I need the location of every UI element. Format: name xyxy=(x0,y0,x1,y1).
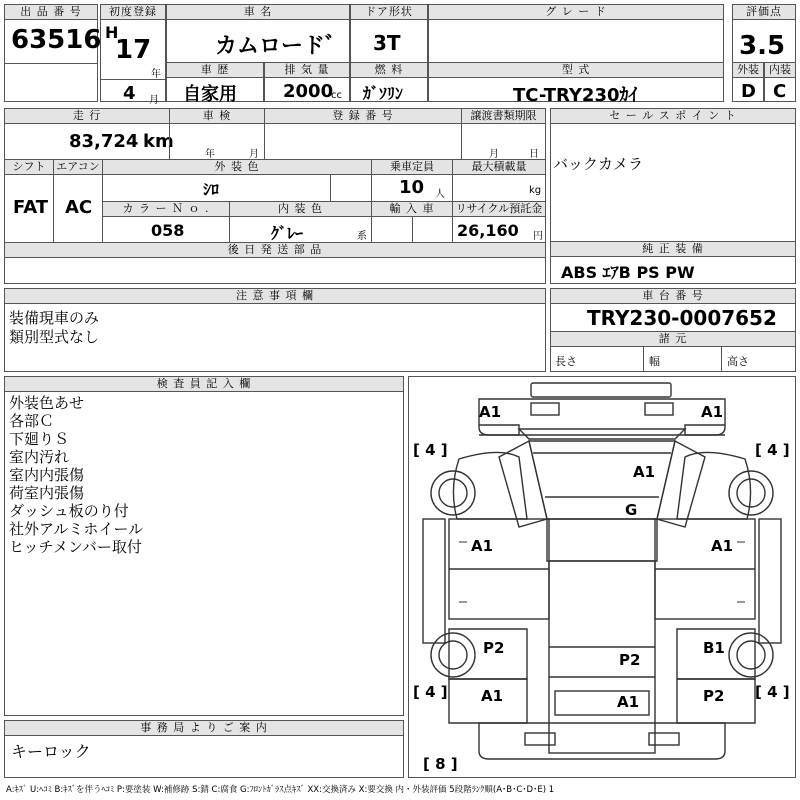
inspection-label: 車 検 xyxy=(170,109,264,124)
damage-mark: A1 xyxy=(617,693,640,711)
tire-depth-rear-left: [ 4 ] xyxy=(413,683,448,701)
damage-mark: B1 xyxy=(703,639,725,657)
damage-mark: G xyxy=(625,501,638,519)
later-parts-label: 後 日 発 送 部 品 xyxy=(5,243,545,258)
damage-mark: A1 xyxy=(633,463,656,481)
year-unit: 年 xyxy=(151,69,161,80)
exterior-color: ｼﾛ xyxy=(203,180,220,199)
interior-grade: C xyxy=(773,81,787,102)
inspector-line: 荷室内張傷 xyxy=(9,484,85,502)
interior-color: ｸﾞﾚｰ xyxy=(271,224,304,243)
inspector-box xyxy=(4,376,404,716)
office-box xyxy=(4,720,404,778)
inspector-line: 下廻りＳ xyxy=(9,430,70,448)
history-box xyxy=(166,62,264,105)
caution-line: 類別型式なし xyxy=(9,328,100,346)
spec-label: 諸 元 xyxy=(551,332,795,347)
inspection-year-unit: 年 xyxy=(205,149,215,160)
grade-label: グ レ ー ド xyxy=(429,5,723,20)
registration-year: 17 xyxy=(115,35,152,65)
sales-point-text: バックカメラ xyxy=(553,155,644,173)
inspector-line: ダッシュ板のり付 xyxy=(9,502,129,520)
damage-mark: A1 xyxy=(481,687,504,705)
damage-mark: P2 xyxy=(619,651,641,669)
capacity-unit: 人 xyxy=(435,189,445,200)
exterior-label: 外装 xyxy=(733,63,763,78)
era: H xyxy=(105,23,119,42)
sales-point-box xyxy=(550,108,796,284)
history: 自家用 xyxy=(183,84,237,105)
car-name-box xyxy=(166,4,350,64)
door-box xyxy=(350,4,428,64)
fuel-box xyxy=(350,62,428,102)
model-code: TC-TRY230ｶｲ xyxy=(513,85,638,106)
exterior-color-label: 外 装 色 xyxy=(103,160,371,175)
damage-mark: A1 xyxy=(711,537,734,555)
displacement-box xyxy=(264,62,350,102)
aircon: AC xyxy=(65,197,93,218)
grade-box xyxy=(428,4,724,64)
fuel-label: 燃 料 xyxy=(351,63,427,78)
score: 3.5 xyxy=(739,31,786,61)
car-diagram xyxy=(409,377,795,777)
inspector-line: ヒッチメンバー取付 xyxy=(9,538,142,556)
shift-label: シフト xyxy=(5,160,53,175)
max-load-label: 最大積載量 xyxy=(453,160,545,175)
lot-number-label: 出 品 番 号 xyxy=(5,5,97,20)
caution-box xyxy=(4,288,546,372)
transfer-deadline-label: 譲渡書類期限 xyxy=(462,109,545,124)
max-load-unit: kg xyxy=(529,185,542,196)
tire-depth-front-left: [ 4 ] xyxy=(413,441,448,459)
car-diagram-box xyxy=(408,376,796,778)
first-registration-label: 初度登録 xyxy=(101,5,165,20)
inspection-month-unit: 月 xyxy=(249,149,259,160)
inspector-line: 各部Ｃ xyxy=(9,412,55,430)
inspector-label: 検 査 員 記 入 欄 xyxy=(5,377,403,392)
interior-label: 内装 xyxy=(765,63,795,78)
fuel: ｶﾞｿﾘﾝ xyxy=(363,84,404,103)
color-number: 058 xyxy=(151,221,185,240)
interior-color-label: 内 装 色 xyxy=(230,202,371,217)
capacity: 10 xyxy=(399,177,425,198)
info-grid xyxy=(4,108,546,284)
score-box xyxy=(732,4,796,64)
mileage-label: 走 行 xyxy=(5,109,169,124)
damage-mark: A1 xyxy=(701,403,724,421)
tire-depth-rear-right: [ 4 ] xyxy=(755,683,790,701)
sales-point-label: セ ー ル ス ポ イ ン ト xyxy=(551,109,795,124)
damage-mark: P2 xyxy=(483,639,505,657)
tire-depth-spare: [ 8 ] xyxy=(423,755,458,773)
import-label: 輸 入 車 xyxy=(372,202,452,217)
damage-mark: A1 xyxy=(479,403,502,421)
door-label: ドア形状 xyxy=(351,5,427,20)
transfer-day-unit: 日 xyxy=(529,149,539,160)
model-label: 型 式 xyxy=(429,63,723,78)
width-label: 幅 xyxy=(649,355,660,368)
tire-depth-front-right: [ 4 ] xyxy=(755,441,790,459)
aircon-label: エアコン xyxy=(54,160,102,175)
recycle-unit: 円 xyxy=(533,231,543,242)
exterior-grade-box xyxy=(732,62,764,102)
registration-number-label: 登 録 番 号 xyxy=(265,109,461,124)
damage-mark: A1 xyxy=(471,537,494,555)
interior-color-unit: 系 xyxy=(357,231,367,242)
inspector-line: 室内内張傷 xyxy=(9,466,85,484)
inspector-line: 室内汚れ xyxy=(9,448,70,466)
displacement: 2000 xyxy=(283,81,334,102)
inspector-line: 社外アルミホイール xyxy=(9,520,144,538)
office-text: キーロック xyxy=(11,742,91,761)
caution-label: 注 意 事 項 欄 xyxy=(5,289,545,304)
lot-number: 63516 xyxy=(11,25,102,55)
lot-number-box xyxy=(4,4,102,102)
mileage: 83,724 xyxy=(69,131,139,152)
chassis-label: 車 台 番 号 xyxy=(551,289,795,304)
interior-grade-box xyxy=(764,62,796,102)
office-label: 事 務 局 よ り ご 案 内 xyxy=(5,721,403,736)
mileage-unit: km xyxy=(143,131,174,152)
length-label: 長さ xyxy=(555,355,577,368)
recycle-label: リサイクル預託金 xyxy=(453,202,545,217)
transfer-month-unit: 月 xyxy=(489,149,499,160)
chassis-box xyxy=(550,288,796,372)
model-box xyxy=(428,62,724,106)
damage-mark: P2 xyxy=(703,687,725,705)
legend: A:ｷｽﾞ U:ﾍｺﾐ B:ｷｽﾞを伴うﾍｺﾐ P:要塗装 W:補修跡 S:錆 C:腐食 G:ﾌﾛﾝﾄｶﾞﾗｽ点ｷｽﾞ XX:交換済み X:要交換 内・外装評価 5段階ﾗﾝｸ順(A･B･C･D･E) 1 xyxy=(6,785,555,795)
registration-month: 4 xyxy=(123,83,136,104)
equipment-label: 純 正 装 備 xyxy=(551,242,795,257)
displacement-unit: cc xyxy=(331,90,342,101)
color-number-label: カ ラ ー Ｎ ｏ . xyxy=(103,202,229,217)
height-label: 高さ xyxy=(727,355,749,368)
history-label: 車 歴 xyxy=(167,63,263,78)
month-unit: 月 xyxy=(149,95,159,106)
displacement-label: 排 気 量 xyxy=(265,63,349,78)
car-name: カムロードﾞ xyxy=(215,34,337,59)
car-name-label: 車 名 xyxy=(167,5,349,20)
recycle-fee: 26,160 xyxy=(457,221,519,240)
equipment-list: ABS ｴｱB PS PW xyxy=(561,263,695,282)
door-type: 3T xyxy=(373,31,401,55)
first-registration-box xyxy=(100,4,166,106)
capacity-label: 乗車定員 xyxy=(372,160,452,175)
caution-line: 装備現車のみ xyxy=(9,309,100,327)
shift: FAT xyxy=(13,197,49,218)
chassis-number: TRY230-0007652 xyxy=(587,306,777,330)
inspector-line: 外装色あせ xyxy=(9,394,85,412)
score-label: 評価点 xyxy=(733,5,795,20)
exterior-grade: D xyxy=(741,81,756,102)
